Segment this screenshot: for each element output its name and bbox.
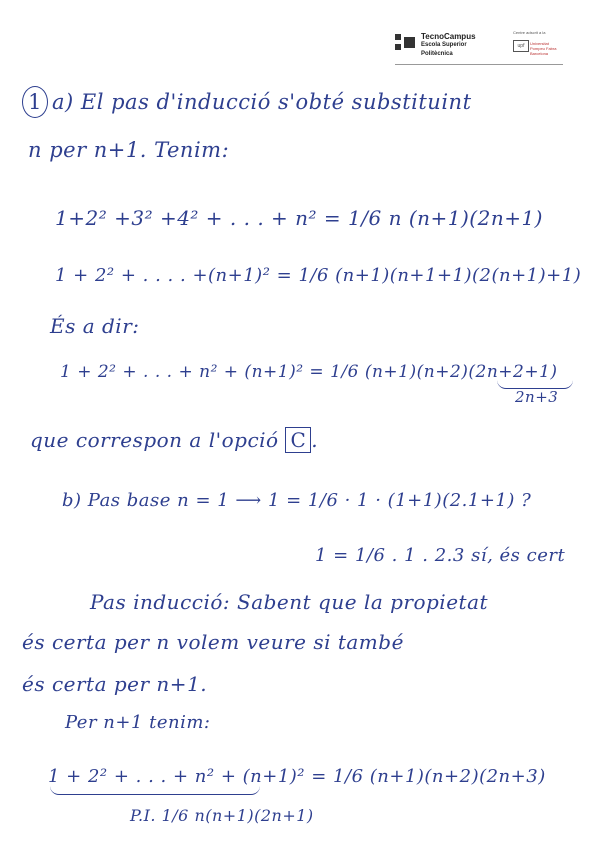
answer-option-box: C bbox=[285, 427, 311, 453]
note-per-n1: Per n+1 tenim: bbox=[65, 712, 211, 733]
answer-line: que correspon a l'opció C . bbox=[30, 428, 319, 452]
note-certa-n1: és certa per n+1. bbox=[22, 672, 208, 696]
equation-rewritten: 1 + 2² + . . . + n² + (n+1)² = 1/6 (n+1)(n+2)(2n+2+1) bbox=[60, 362, 558, 382]
upf-logo: Centre adscrit a la upf Universitat Pompeu Fabra Barcelona bbox=[513, 30, 557, 56]
equation-sum-n-plus-1: 1 + 2² + . . . . +(n+1)² = 1/6 (n+1)(n+1+1)(2(n+1)+1) bbox=[55, 265, 582, 286]
note-line-2: n per n+1. Tenim: bbox=[28, 138, 230, 162]
tecnocampus-logo-icon bbox=[395, 34, 417, 52]
header-logos bbox=[395, 30, 575, 68]
note-base-verified: 1 = 1/6 . 1 . 2.3 sí, és cert bbox=[315, 545, 566, 566]
final-underbrace bbox=[50, 786, 260, 795]
note-line-1: 1 a) El pas d'inducció s'obté substituint bbox=[22, 86, 472, 118]
exercise-number: 1 bbox=[22, 86, 48, 118]
equation-final: 1 + 2² + . . . + n² + (n+1)² = 1/6 (n+1)(n+2)(2n+3) bbox=[48, 766, 546, 787]
equation-sum: 1+2² +3² +4² + . . . + n² = 1/6 n (n+1)(2n+1) bbox=[55, 206, 543, 230]
underbrace-label: 2n+3 bbox=[515, 388, 559, 406]
header-divider bbox=[395, 64, 563, 65]
note-pas-induccio: Pas inducció: Sabent que la propietat bbox=[90, 590, 489, 614]
tecnocampus-logo-text: TecnoCampus Escola Superior Politècnica bbox=[421, 32, 476, 57]
final-underbrace-label: P.I. 1/6 n(n+1)(2n+1) bbox=[130, 806, 314, 825]
note-es-a-dir: És a dir: bbox=[50, 314, 140, 338]
note-pas-base: b) Pas base n = 1 ⟶ 1 = 1/6 · 1 · (1+1)(2.1+1) ? bbox=[62, 490, 532, 511]
note-certa-n: és certa per n volem veure si també bbox=[22, 630, 404, 654]
